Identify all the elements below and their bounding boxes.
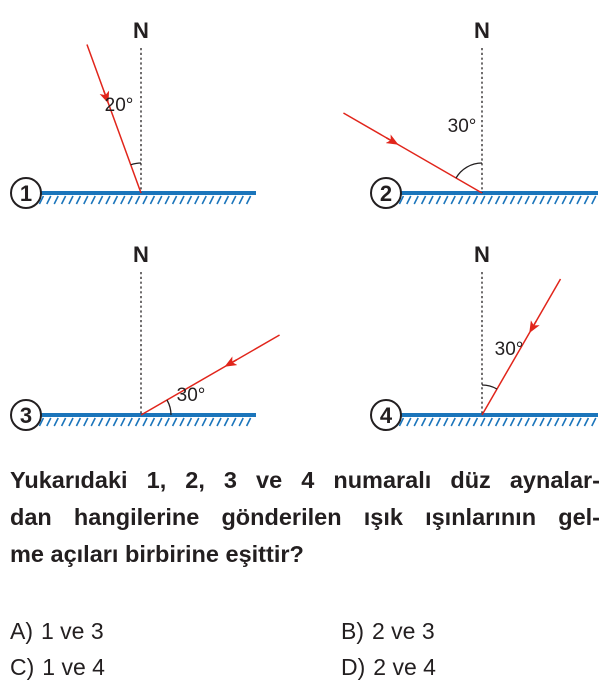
mirror-hatch [533, 196, 537, 204]
choice-a[interactable] [10, 617, 104, 645]
mirror-hatch [143, 196, 147, 204]
mirror-hatch [481, 196, 485, 204]
angle-label: 30° [447, 116, 477, 137]
mirror-hatch [195, 196, 199, 204]
incident-ray [87, 45, 141, 193]
mirror-hatch [76, 196, 80, 204]
mirror-hatch [592, 196, 596, 204]
mirror-hatch [113, 418, 117, 426]
choice-d-letter: D) [341, 654, 366, 680]
choice-a-text: 1 ve 3 [41, 618, 104, 644]
mirror-hatch [473, 418, 477, 426]
mirror-hatch [121, 418, 125, 426]
mirror-hatch [136, 418, 140, 426]
mirror-hatch [459, 196, 463, 204]
mirror-hatch [69, 196, 73, 204]
mirror-hatch [451, 418, 455, 426]
mirror-hatch [525, 418, 529, 426]
mirror-hatch [555, 418, 559, 426]
choice-b-text: 2 ve 3 [372, 618, 435, 644]
mirror-hatch [202, 196, 206, 204]
choice-a-letter: A) [10, 618, 33, 644]
mirror-number-label: 1 [19, 181, 33, 206]
angle-arc [167, 400, 171, 415]
mirror-hatch [84, 418, 88, 426]
mirror-hatch [247, 196, 251, 204]
mirror-number-label: 2 [379, 181, 393, 206]
mirror-hatch [510, 418, 514, 426]
angle-label: 20° [104, 95, 134, 116]
mirror-hatch [210, 418, 214, 426]
mirror-hatch [562, 418, 566, 426]
mirror-hatch [407, 196, 411, 204]
mirror-hatch [429, 196, 433, 204]
mirror-hatch [173, 418, 177, 426]
mirror-hatch [562, 196, 566, 204]
mirror-number-label: 3 [19, 403, 33, 428]
question-line-1: Yukarıdaki 1, 2, 3 ve 4 numaralı düz aynalar- [10, 467, 600, 493]
mirror-hatch [533, 418, 537, 426]
mirror-hatch [217, 196, 221, 204]
mirror-hatch [54, 418, 58, 426]
angle-label: 30° [176, 385, 206, 406]
mirror-hatch [422, 418, 426, 426]
mirror-hatch [224, 418, 228, 426]
mirror-hatch [195, 418, 199, 426]
mirror-hatch [444, 196, 448, 204]
mirror-hatch [224, 196, 228, 204]
mirror-hatch [247, 418, 251, 426]
mirror-hatch [488, 196, 492, 204]
ray-arrow [230, 360, 237, 364]
mirror-hatch [173, 196, 177, 204]
mirror-hatch [62, 196, 66, 204]
mirror-hatch [592, 418, 596, 426]
mirror-hatch [466, 418, 470, 426]
mirror-hatch [239, 418, 243, 426]
mirror-hatch [150, 196, 154, 204]
mirror-hatch [422, 196, 426, 204]
mirror-hatch [555, 196, 559, 204]
choice-c[interactable] [10, 653, 105, 681]
mirror-hatch [570, 418, 574, 426]
mirror-hatch [99, 418, 103, 426]
mirror-hatch [459, 418, 463, 426]
mirror-diagram-4 [371, 242, 598, 430]
mirror-hatch [106, 196, 110, 204]
mirror-hatch [503, 196, 507, 204]
mirror-hatch [62, 418, 66, 426]
normal-label: N [133, 242, 149, 267]
mirror-hatch [128, 196, 132, 204]
mirror-hatch [180, 196, 184, 204]
mirror-hatch [232, 418, 236, 426]
mirror-hatch [436, 196, 440, 204]
choice-b[interactable] [341, 617, 435, 645]
mirror-hatch [577, 196, 581, 204]
angle-arc [131, 163, 141, 165]
mirror-hatch [436, 418, 440, 426]
mirror-hatch [488, 418, 492, 426]
mirror-hatch [407, 418, 411, 426]
question-line-2: dan hangilerine gönderilen ışık ışınlarının gel- [10, 504, 600, 530]
angle-arc [482, 385, 497, 389]
mirror-hatch [54, 196, 58, 204]
mirror-hatch [584, 196, 588, 204]
mirror-hatch [187, 196, 191, 204]
mirror-hatch [91, 196, 95, 204]
mirror-hatch [481, 418, 485, 426]
mirror-hatch [76, 418, 80, 426]
mirror-hatch [577, 418, 581, 426]
mirror-hatch [158, 418, 162, 426]
mirror-hatch [158, 196, 162, 204]
mirror-hatch [99, 196, 103, 204]
mirror-hatch [106, 418, 110, 426]
mirror-hatch [232, 196, 236, 204]
mirror-hatch [69, 418, 73, 426]
mirror-hatch [165, 196, 169, 204]
mirror-hatch [150, 418, 154, 426]
mirror-hatch [429, 418, 433, 426]
mirror-hatch [503, 418, 507, 426]
mirror-hatch [187, 418, 191, 426]
choice-d-text: 2 ve 4 [373, 654, 436, 680]
mirror-hatch [121, 196, 125, 204]
mirror-hatch [540, 196, 544, 204]
normal-label: N [474, 18, 490, 43]
mirror-hatch [510, 196, 514, 204]
mirror-hatch [91, 418, 95, 426]
ray-arrow [386, 138, 393, 142]
mirror-hatch [47, 418, 51, 426]
normal-label: N [133, 18, 149, 43]
mirror-number-label: 4 [379, 403, 393, 428]
mirror-hatch [128, 418, 132, 426]
mirror-hatch [570, 196, 574, 204]
mirror-hatch [525, 196, 529, 204]
mirror-diagram-3 [11, 242, 280, 430]
ray-arrow [532, 321, 536, 328]
mirror-hatch [466, 196, 470, 204]
mirror-hatch [143, 418, 147, 426]
mirror-hatch [547, 196, 551, 204]
normal-label: N [474, 242, 490, 267]
mirror-hatch [47, 196, 51, 204]
mirror-hatch [518, 418, 522, 426]
mirror-hatch [451, 196, 455, 204]
mirror-hatch [202, 418, 206, 426]
mirror-hatch [136, 196, 140, 204]
mirror-hatch [518, 196, 522, 204]
mirror-hatch [84, 196, 88, 204]
mirror-diagram-2 [343, 18, 598, 208]
incident-ray [141, 335, 280, 415]
mirror-hatch [473, 196, 477, 204]
mirror-hatch [210, 196, 214, 204]
mirror-hatch [414, 196, 418, 204]
choice-b-letter: B) [341, 618, 364, 644]
mirror-hatch [113, 196, 117, 204]
mirror-hatch [540, 418, 544, 426]
mirror-hatch [444, 418, 448, 426]
mirror-hatch [165, 418, 169, 426]
mirror-hatch [547, 418, 551, 426]
question-text [10, 462, 600, 573]
angle-label: 30° [494, 339, 524, 360]
mirror-hatch [584, 418, 588, 426]
mirror-hatch [180, 418, 184, 426]
mirror-diagram-1 [11, 18, 256, 208]
question-line-3: me açıları birbirine eşittir? [10, 541, 304, 567]
mirror-hatch [414, 418, 418, 426]
angle-arc [456, 163, 482, 178]
choice-d[interactable] [341, 653, 436, 681]
mirror-hatch [496, 196, 500, 204]
choice-c-text: 1 ve 4 [42, 654, 105, 680]
mirror-hatch [239, 196, 243, 204]
mirror-hatch [496, 418, 500, 426]
mirror-hatch [217, 418, 221, 426]
choice-c-letter: C) [10, 654, 35, 680]
